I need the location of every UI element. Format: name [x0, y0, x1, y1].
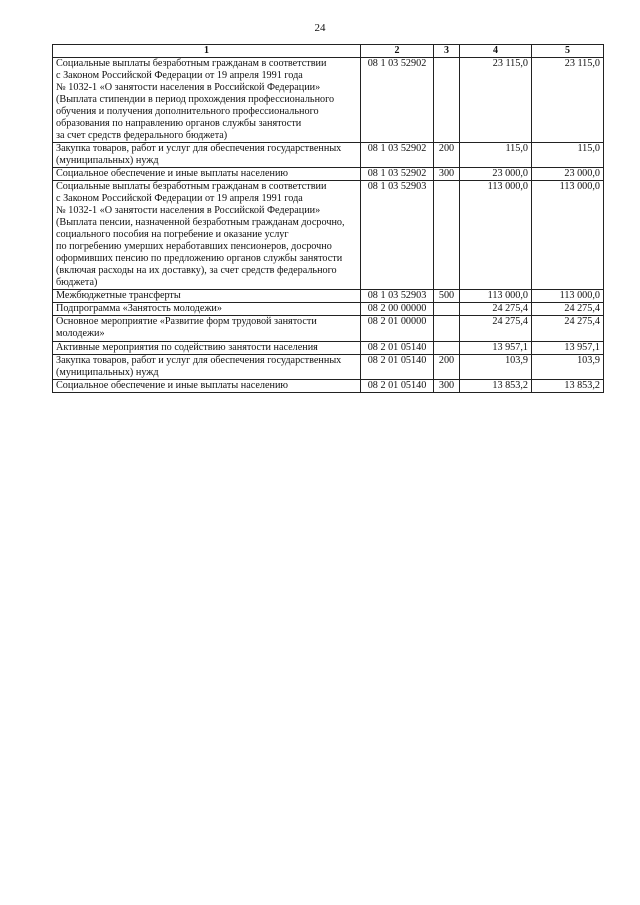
row-type-cell	[434, 316, 460, 341]
budget-table	[52, 44, 604, 393]
table-row	[53, 341, 604, 354]
row-code-cell: 08 2 01 05140	[361, 341, 434, 354]
row-value-5-cell: 13 957,1	[532, 341, 604, 354]
column-header-4: 4	[460, 45, 532, 58]
row-code-cell: 08 1 03 52903	[361, 290, 434, 303]
row-value-4-cell: 13 957,1	[460, 341, 532, 354]
row-value-5-cell: 23 115,0	[532, 57, 604, 142]
row-value-4-cell: 13 853,2	[460, 379, 532, 392]
row-value-4-cell: 103,9	[460, 354, 532, 379]
column-header-5: 5	[532, 45, 604, 58]
row-value-5-cell: 24 275,4	[532, 316, 604, 341]
row-name-cell: Закупка товаров, работ и услуг для обеспечения государственных (муниципальных) нужд	[53, 354, 361, 379]
row-code-cell: 08 2 01 05140	[361, 379, 434, 392]
row-code-cell: 08 1 03 52902	[361, 143, 434, 168]
row-value-4-cell: 23 115,0	[460, 57, 532, 142]
row-type-cell	[434, 341, 460, 354]
row-code-cell: 08 2 01 05140	[361, 354, 434, 379]
page-number: 24	[314, 22, 326, 34]
row-name-cell: Социальное обеспечение и иные выплаты населению	[53, 168, 361, 181]
table-row	[53, 316, 604, 341]
row-code-cell: 08 1 03 52902	[361, 168, 434, 181]
row-type-cell: 300	[434, 168, 460, 181]
table-body	[53, 57, 604, 392]
row-value-5-cell: 115,0	[532, 143, 604, 168]
column-header-3: 3	[434, 45, 460, 58]
table-row	[53, 57, 604, 142]
row-value-5-cell: 23 000,0	[532, 168, 604, 181]
row-value-4-cell: 113 000,0	[460, 290, 532, 303]
row-type-cell: 200	[434, 143, 460, 168]
row-name-cell: Социальные выплаты безработным гражданам в соответствии с Законом Российской Федерации от 19 апреля 1991 года № 1032-1 «О занятости населения в Российской Федерации» (Выплата стипендии в период прохождения профессионального обучения и получения дополнительного профессионального образования по направлению органов службы занятости за счет средств федерального бюджета)	[53, 57, 361, 142]
row-value-5-cell: 13 853,2	[532, 379, 604, 392]
column-header-1: 1	[53, 45, 361, 58]
table-row	[53, 143, 604, 168]
column-header-2: 2	[361, 45, 434, 58]
row-value-4-cell: 24 275,4	[460, 316, 532, 341]
row-type-cell: 300	[434, 379, 460, 392]
table-row	[53, 354, 604, 379]
table-row	[53, 181, 604, 290]
row-value-4-cell: 24 275,4	[460, 303, 532, 316]
table-row	[53, 303, 604, 316]
row-code-cell: 08 1 03 52902	[361, 57, 434, 142]
table-row	[53, 290, 604, 303]
row-code-cell: 08 2 01 00000	[361, 316, 434, 341]
row-code-cell: 08 1 03 52903	[361, 181, 434, 290]
row-type-cell	[434, 181, 460, 290]
row-value-5-cell: 24 275,4	[532, 303, 604, 316]
row-type-cell	[434, 303, 460, 316]
row-name-cell: Социальные выплаты безработным гражданам в соответствии с Законом Российской Федерации от 19 апреля 1991 года № 1032-1 «О занятости населения в Российской Федерации» (Выплата пенсии, назначенной безработным гражданам досрочно, социального пособия на погребение и оказание услуг по погребению умерших неработавших пенсионеров, досрочно оформивших пенсию по предложению органов службы занятости (включая расходы на их доставку), за счет средств федерального бюджета)	[53, 181, 361, 290]
row-value-4-cell: 23 000,0	[460, 168, 532, 181]
row-type-cell: 200	[434, 354, 460, 379]
table-row	[53, 379, 604, 392]
row-name-cell: Закупка товаров, работ и услуг для обеспечения государственных (муниципальных) нужд	[53, 143, 361, 168]
row-name-cell: Межбюджетные трансферты	[53, 290, 361, 303]
row-name-cell: Подпрограмма «Занятость молодежи»	[53, 303, 361, 316]
row-name-cell: Социальное обеспечение и иные выплаты населению	[53, 379, 361, 392]
row-value-5-cell: 113 000,0	[532, 290, 604, 303]
row-value-5-cell: 103,9	[532, 354, 604, 379]
row-type-cell	[434, 57, 460, 142]
row-name-cell: Основное мероприятие «Развитие форм трудовой занятости молодежи»	[53, 316, 361, 341]
row-value-4-cell: 113 000,0	[460, 181, 532, 290]
row-name-cell: Активные мероприятия по содействию занятости населения	[53, 341, 361, 354]
row-code-cell: 08 2 00 00000	[361, 303, 434, 316]
table-header-row	[53, 45, 604, 58]
row-value-4-cell: 115,0	[460, 143, 532, 168]
table-row	[53, 168, 604, 181]
row-value-5-cell: 113 000,0	[532, 181, 604, 290]
row-type-cell: 500	[434, 290, 460, 303]
